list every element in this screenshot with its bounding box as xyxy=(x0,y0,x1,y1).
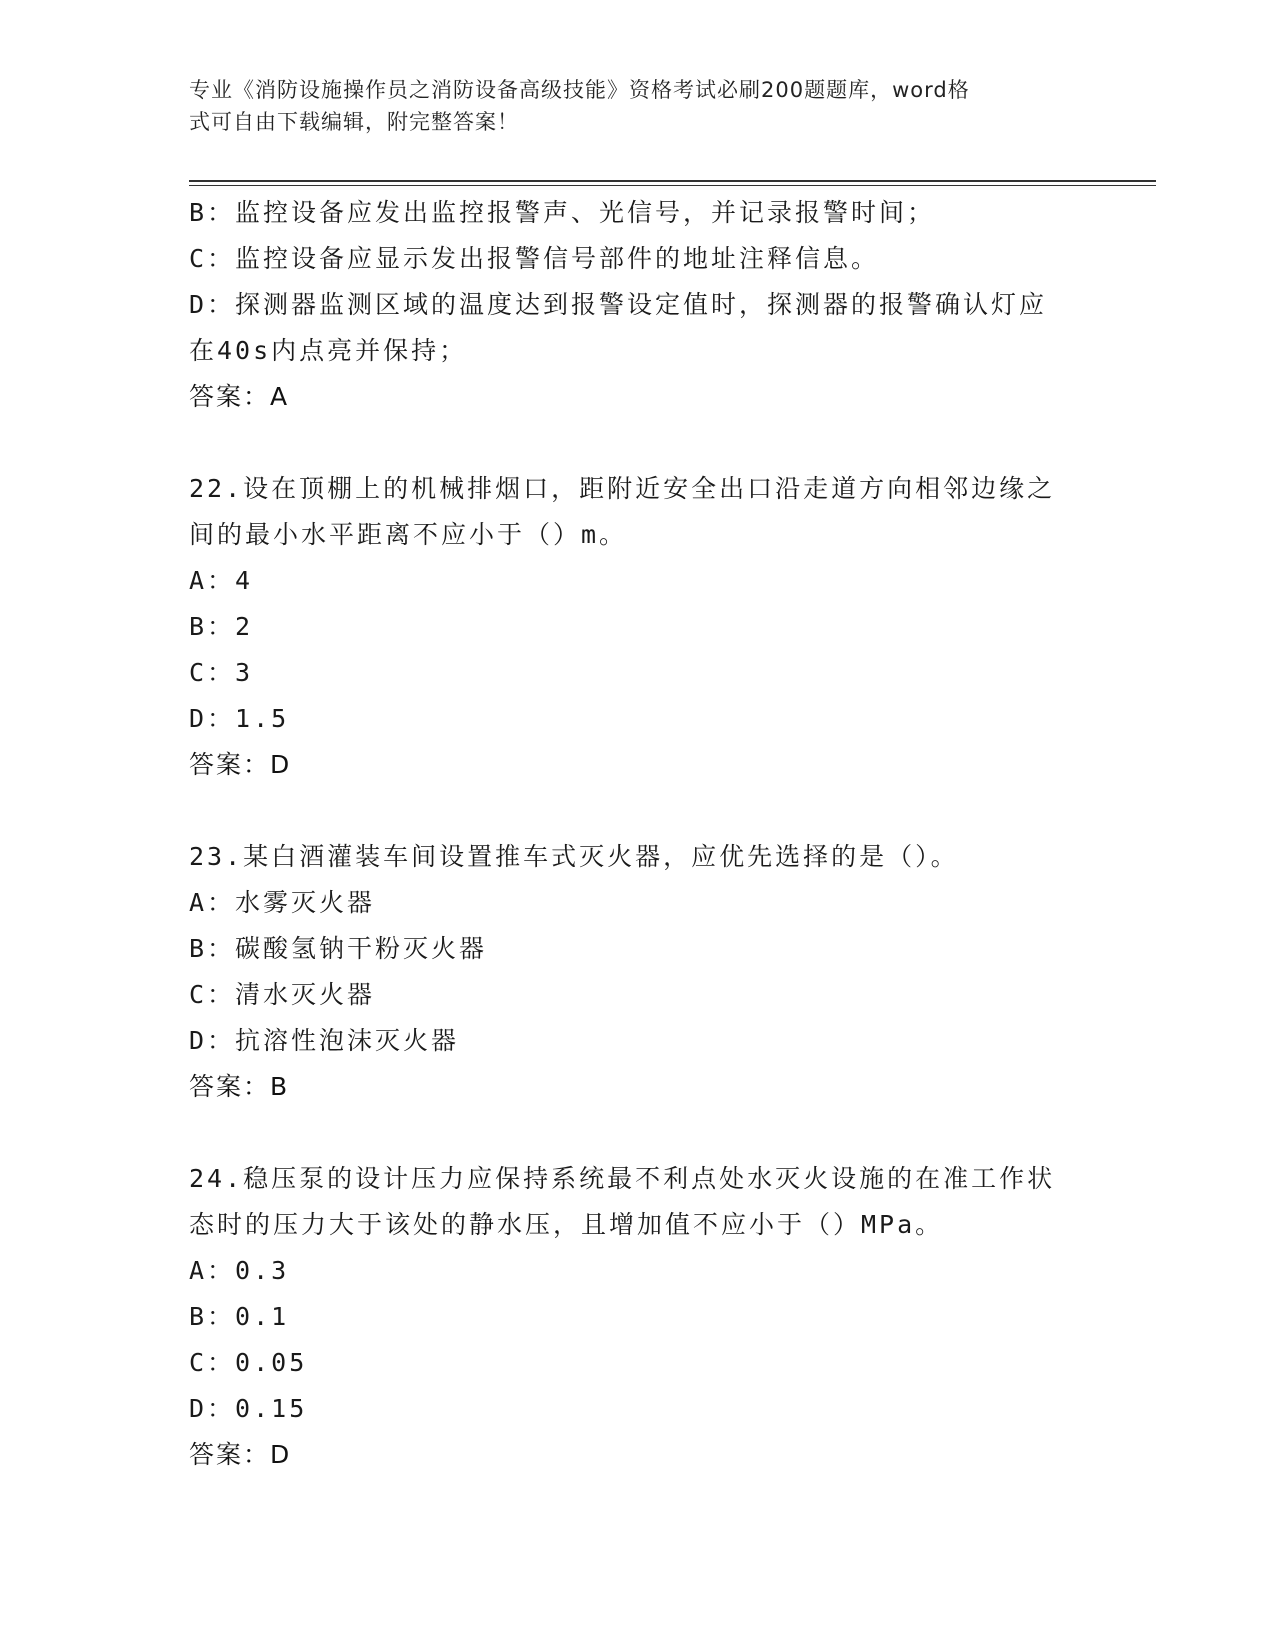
question-stem: 24.稳压泵的设计压力应保持系统最不利点处水灭火设施的在准工作状 xyxy=(189,1164,1056,1193)
question-23 xyxy=(189,834,1089,1110)
answer-label: 答案：A xyxy=(189,382,290,411)
option-d: D：探测器监测区域的温度达到报警设定值时，探测器的报警确认灯应 xyxy=(189,290,1048,319)
answer-label: 答案：D xyxy=(189,1440,292,1469)
option-b: B：0.1 xyxy=(189,1302,290,1331)
question-stem-continued: 态时的压力大于该处的静水压，且增加值不应小于（）MPa。 xyxy=(189,1210,944,1239)
header-divider-thin xyxy=(189,185,1156,186)
option-d: D：抗溶性泡沫灭火器 xyxy=(189,1026,460,1055)
option-d: D：1.5 xyxy=(189,704,290,733)
option-b: B：碳酸氢钠干粉灭火器 xyxy=(189,934,488,963)
answer-label: 答案：B xyxy=(189,1072,290,1101)
option-a: A：4 xyxy=(189,566,254,595)
answer-label: 答案：D xyxy=(189,750,292,779)
option-a: A：水雾灭火器 xyxy=(189,888,376,917)
option-b: B：2 xyxy=(189,612,254,641)
option-c: C：0.05 xyxy=(189,1348,308,1377)
document-header xyxy=(189,74,1089,138)
option-d: D：0.15 xyxy=(189,1394,308,1423)
question-stem-continued: 间的最小水平距离不应小于（）m。 xyxy=(189,520,628,549)
header-divider-thick xyxy=(189,180,1156,182)
option-c: C：清水灭火器 xyxy=(189,980,376,1009)
question-stem: 23.某白酒灌装车间设置推车式灭火器，应优先选择的是（）。 xyxy=(189,842,959,871)
question-24 xyxy=(189,1156,1089,1478)
option-c: C：监控设备应显示发出报警信号部件的地址注释信息。 xyxy=(189,244,880,273)
question-22 xyxy=(189,466,1089,788)
header-title-line-1: 专业《消防设施操作员之消防设备高级技能》资格考试必刷200题题库，word格 xyxy=(189,78,970,102)
header-title-line-2: 式可自由下载编辑，附完整答案！ xyxy=(189,110,519,134)
question-stem: 22.设在顶棚上的机械排烟口，距附近安全出口沿走道方向相邻边缘之 xyxy=(189,474,1056,503)
option-b: B：监控设备应发出监控报警声、光信号，并记录报警时间； xyxy=(189,198,936,227)
question-21-continued xyxy=(189,190,1089,420)
option-d-continued: 在40s内点亮并保持； xyxy=(189,336,468,365)
question-list xyxy=(189,190,1089,1478)
option-c: C：3 xyxy=(189,658,254,687)
option-a: A：0.3 xyxy=(189,1256,290,1285)
